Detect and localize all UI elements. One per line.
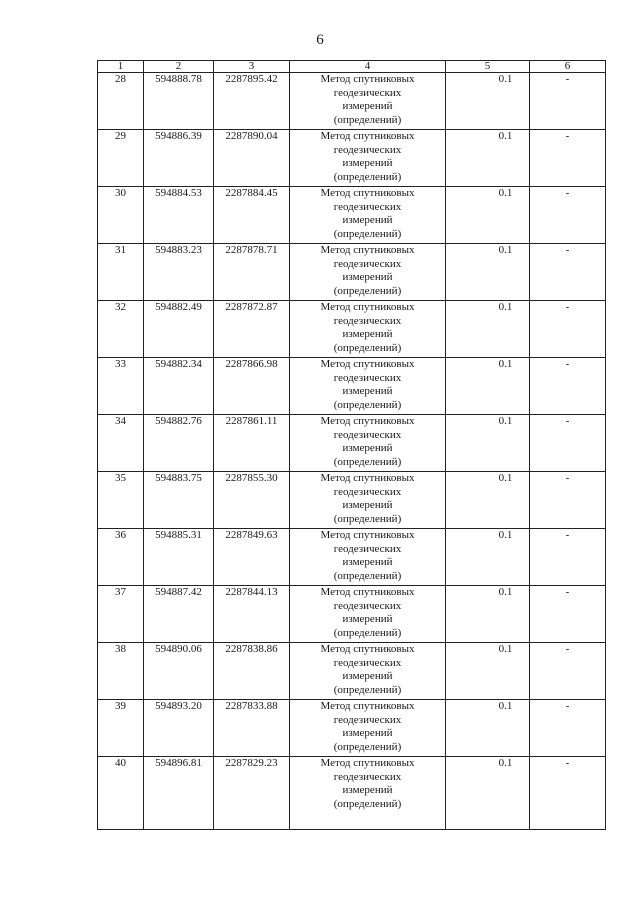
method-line: Метод спутниковых xyxy=(320,757,415,769)
method-line: Метод спутниковых xyxy=(320,244,415,256)
method-cell xyxy=(290,757,446,830)
method-line: геодезических xyxy=(333,770,402,783)
note-cell: - xyxy=(530,415,606,472)
x-coordinate-cell: 594884.53 xyxy=(144,187,214,244)
table-row xyxy=(98,358,606,415)
method-line: (определений) xyxy=(333,284,402,297)
y-coordinate-cell: 2287861.11 xyxy=(214,415,290,472)
method-line: (определений) xyxy=(333,569,402,582)
method-line: геодезических xyxy=(333,656,402,669)
table-row xyxy=(98,643,606,700)
column-header: 5 xyxy=(446,61,530,73)
table-row xyxy=(98,529,606,586)
note-cell: - xyxy=(530,358,606,415)
y-coordinate-cell: 2287890.04 xyxy=(214,130,290,187)
table-row xyxy=(98,757,606,830)
note-cell: - xyxy=(530,700,606,757)
method-line: Метод спутниковых xyxy=(320,358,415,370)
accuracy-cell: 0.1 xyxy=(446,130,530,187)
page-number: 6 xyxy=(316,32,324,48)
method-line: (определений) xyxy=(333,113,402,126)
accuracy-cell: 0.1 xyxy=(446,586,530,643)
x-coordinate-cell: 594882.34 xyxy=(144,358,214,415)
column-header: 2 xyxy=(144,61,214,73)
x-coordinate-cell: 594885.31 xyxy=(144,529,214,586)
x-coordinate-cell: 594896.81 xyxy=(144,757,214,830)
method-line: (определений) xyxy=(333,398,402,411)
y-coordinate-cell: 2287844.13 xyxy=(214,586,290,643)
method-line: (определений) xyxy=(333,227,402,240)
column-header: 4 xyxy=(290,61,446,73)
y-coordinate-cell: 2287855.30 xyxy=(214,472,290,529)
method-line: Метод спутниковых xyxy=(320,73,415,85)
accuracy-cell: 0.1 xyxy=(446,757,530,830)
method-line: Метод спутниковых xyxy=(320,643,415,655)
point-number-cell: 28 xyxy=(98,73,144,130)
method-line: измерений xyxy=(342,442,393,454)
accuracy-cell: 0.1 xyxy=(446,529,530,586)
method-line: (определений) xyxy=(333,512,402,525)
accuracy-cell: 0.1 xyxy=(446,358,530,415)
accuracy-cell: 0.1 xyxy=(446,73,530,130)
method-line: геодезических xyxy=(333,257,402,270)
note-cell: - xyxy=(530,187,606,244)
x-coordinate-cell: 594882.49 xyxy=(144,301,214,358)
method-line: (определений) xyxy=(333,683,402,696)
method-line: измерений xyxy=(342,214,393,226)
method-line: (определений) xyxy=(333,170,402,183)
method-line: измерений xyxy=(342,385,393,397)
method-cell xyxy=(290,358,446,415)
method-line: геодезических xyxy=(333,200,402,213)
table-row xyxy=(98,244,606,301)
method-cell xyxy=(290,73,446,130)
method-line: измерений xyxy=(342,556,393,568)
method-line: геодезических xyxy=(333,314,402,327)
table-row xyxy=(98,700,606,757)
x-coordinate-cell: 594893.20 xyxy=(144,700,214,757)
method-line: Метод спутниковых xyxy=(320,472,415,484)
table-row xyxy=(98,187,606,244)
x-coordinate-cell: 594882.76 xyxy=(144,415,214,472)
method-line: геодезических xyxy=(333,371,402,384)
note-cell: - xyxy=(530,301,606,358)
method-line: измерений xyxy=(342,328,393,340)
table-header-row xyxy=(98,61,606,73)
point-number-cell: 34 xyxy=(98,415,144,472)
method-line: Метод спутниковых xyxy=(320,301,415,313)
method-line: измерений xyxy=(342,271,393,283)
accuracy-cell: 0.1 xyxy=(446,415,530,472)
method-line: измерений xyxy=(342,784,393,796)
note-cell: - xyxy=(530,130,606,187)
point-number-cell: 38 xyxy=(98,643,144,700)
note-cell: - xyxy=(530,586,606,643)
method-line: геодезических xyxy=(333,428,402,441)
note-cell: - xyxy=(530,244,606,301)
note-cell: - xyxy=(530,73,606,130)
point-number-cell: 33 xyxy=(98,358,144,415)
y-coordinate-cell: 2287838.86 xyxy=(214,643,290,700)
method-line: измерений xyxy=(342,100,393,112)
method-cell xyxy=(290,130,446,187)
table-row xyxy=(98,586,606,643)
table-row xyxy=(98,415,606,472)
method-line: Метод спутниковых xyxy=(320,415,415,427)
table-row xyxy=(98,472,606,529)
accuracy-cell: 0.1 xyxy=(446,643,530,700)
method-cell xyxy=(290,415,446,472)
point-number-cell: 35 xyxy=(98,472,144,529)
point-number-cell: 29 xyxy=(98,130,144,187)
method-cell xyxy=(290,586,446,643)
method-line: геодезических xyxy=(333,542,402,555)
method-line: измерений xyxy=(342,727,393,739)
y-coordinate-cell: 2287866.98 xyxy=(214,358,290,415)
method-line: (определений) xyxy=(333,455,402,468)
note-cell: - xyxy=(530,472,606,529)
table-body xyxy=(98,73,606,830)
method-cell xyxy=(290,643,446,700)
method-cell xyxy=(290,700,446,757)
y-coordinate-cell: 2287872.87 xyxy=(214,301,290,358)
y-coordinate-cell: 2287829.23 xyxy=(214,757,290,830)
method-line: (определений) xyxy=(333,797,402,810)
column-header: 6 xyxy=(530,61,606,73)
note-cell: - xyxy=(530,757,606,830)
method-line: Метод спутниковых xyxy=(320,586,415,598)
method-line: геодезических xyxy=(333,86,402,99)
point-number-cell: 31 xyxy=(98,244,144,301)
method-line: геодезических xyxy=(333,713,402,726)
method-cell xyxy=(290,301,446,358)
table-row xyxy=(98,73,606,130)
method-cell xyxy=(290,244,446,301)
x-coordinate-cell: 594886.39 xyxy=(144,130,214,187)
accuracy-cell: 0.1 xyxy=(446,187,530,244)
method-line: (определений) xyxy=(333,626,402,639)
method-line: геодезических xyxy=(333,599,402,612)
method-line: Метод спутниковых xyxy=(320,700,415,712)
table-row xyxy=(98,130,606,187)
method-line: (определений) xyxy=(333,341,402,354)
point-number-cell: 40 xyxy=(98,757,144,830)
method-line: геодезических xyxy=(333,143,402,156)
column-header: 1 xyxy=(98,61,144,73)
accuracy-cell: 0.1 xyxy=(446,700,530,757)
point-number-cell: 39 xyxy=(98,700,144,757)
x-coordinate-cell: 594883.23 xyxy=(144,244,214,301)
method-line: измерений xyxy=(342,499,393,511)
x-coordinate-cell: 594883.75 xyxy=(144,472,214,529)
method-line: измерений xyxy=(342,670,393,682)
method-cell xyxy=(290,187,446,244)
method-line: Метод спутниковых xyxy=(320,529,415,541)
method-cell xyxy=(290,472,446,529)
y-coordinate-cell: 2287884.45 xyxy=(214,187,290,244)
point-number-cell: 30 xyxy=(98,187,144,244)
method-line: Метод спутниковых xyxy=(320,130,415,142)
accuracy-cell: 0.1 xyxy=(446,301,530,358)
point-number-cell: 36 xyxy=(98,529,144,586)
point-number-cell: 32 xyxy=(98,301,144,358)
method-line: (определений) xyxy=(333,740,402,753)
accuracy-cell: 0.1 xyxy=(446,472,530,529)
method-line: измерений xyxy=(342,613,393,625)
y-coordinate-cell: 2287895.42 xyxy=(214,73,290,130)
x-coordinate-cell: 594888.78 xyxy=(144,73,214,130)
y-coordinate-cell: 2287833.88 xyxy=(214,700,290,757)
method-line: измерений xyxy=(342,157,393,169)
column-header: 3 xyxy=(214,61,290,73)
method-line: Метод спутниковых xyxy=(320,187,415,199)
method-cell xyxy=(290,529,446,586)
x-coordinate-cell: 594890.06 xyxy=(144,643,214,700)
method-line: геодезических xyxy=(333,485,402,498)
point-number-cell: 37 xyxy=(98,586,144,643)
note-cell: - xyxy=(530,643,606,700)
y-coordinate-cell: 2287849.63 xyxy=(214,529,290,586)
coordinates-table xyxy=(97,60,606,830)
accuracy-cell: 0.1 xyxy=(446,244,530,301)
table-row xyxy=(98,301,606,358)
y-coordinate-cell: 2287878.71 xyxy=(214,244,290,301)
x-coordinate-cell: 594887.42 xyxy=(144,586,214,643)
note-cell: - xyxy=(530,529,606,586)
